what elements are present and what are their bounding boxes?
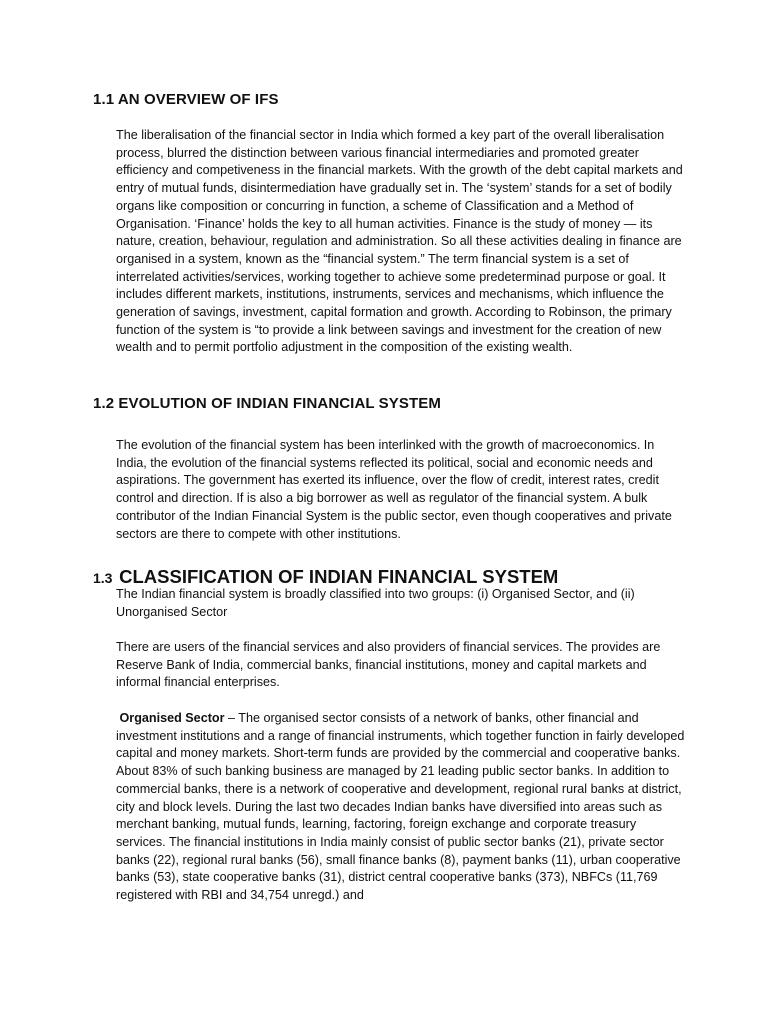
- organised-sector-paragraph: [116, 710, 686, 905]
- overview-paragraph: The liberalisation of the financial sector in India which formed a key part of the overall liberalisation process, blurred the distinction between various financial intermediaries and promoted greater efficiency and competiveness in the financial markets. With the growth of the debt capital markets and entry of mutual funds, disintermediation have gradually set in. The ‘system’ stands for a set of bodily organs like composition or concurring in function, a scheme of Classification and a Method of Organisation. ‘Finance’ holds the key to all human activities. Finance is the study of money — its nature, creation, behaviour, regulation and administration. So all these activities dealing in finance are organised in a system, known as the “financial system.” The term financial system is a set of interrelated activities/services, working together to achieve some predeterminad purpose or goal. It includes different markets, institutions, instruments, services and mechanisms, which influence the generation of savings, investment, capital formation and growth. According to Robinson, the primary function of the system is “to provide a link between savings and investment for the creation of new wealth and to permit portfolio adjustment in the composition of the existing wealth.: [116, 128, 683, 355]
- section-heading-evolution: 1.2 EVOLUTION OF INDIAN FINANCIAL SYSTEM: [93, 395, 441, 412]
- section-heading-overview: 1.1 AN OVERVIEW OF IFS: [93, 91, 279, 108]
- classification-heading-number: 1.3: [93, 570, 113, 586]
- providers-paragraph: There are users of the financial services and also providers of financial services. The provides are Reserve Bank of India, commercial banks, financial institutions, money and capital markets and informal financial enterprises.: [116, 640, 661, 690]
- classification-intro-paragraph: The Indian financial system is broadly classified into two groups: (i) Organised Sector, and (ii) Unorganised Sector: [116, 587, 635, 619]
- classification-heading-text: CLASSIFICATION OF INDIAN FINANCIAL SYSTEM: [119, 566, 559, 587]
- organised-sector-term: Organised Sector: [119, 711, 225, 725]
- evolution-paragraph: The evolution of the financial system has been interlinked with the growth of macroeconomics. In India, the evolution of the financial systems reflected its political, social and economic needs and aspirations. The government has exerted its influence, over the flow of credit, interest rates, credit control and direction. If is also a big borrower as well as regulator of the financial system. A bulk contributor of the Indian Financial System is the public sector, even though cooperatives and private sectors are there to compete with other institutions.: [116, 438, 672, 541]
- organised-sector-body: – The organised sector consists of a network of banks, other financial and investment institutions and a range of financial instruments, which together function in fairly developed capital and money markets. Short-term funds are provided by the commercial and cooperative banks. About 83% of such banking business are managed by 21 leading public sector banks. In addition to commercial banks, there is a network of cooperative and development, regional rural banks at district, city and block levels. During the last two decades Indian banks have diversified into areas such as merchant banking, mutual funds, learning, factoring, foreign exchange and corporate treasury services. The financial institutions in India mainly consist of public sector banks (21), private sector banks (22), regional rural banks (56), small finance banks (8), payment banks (11), urban cooperative banks (53), state cooperative banks (31), district central cooperative banks (373), NBFCs (11,769 registered with RBI and 34,754 unregd.) and: [116, 711, 685, 903]
